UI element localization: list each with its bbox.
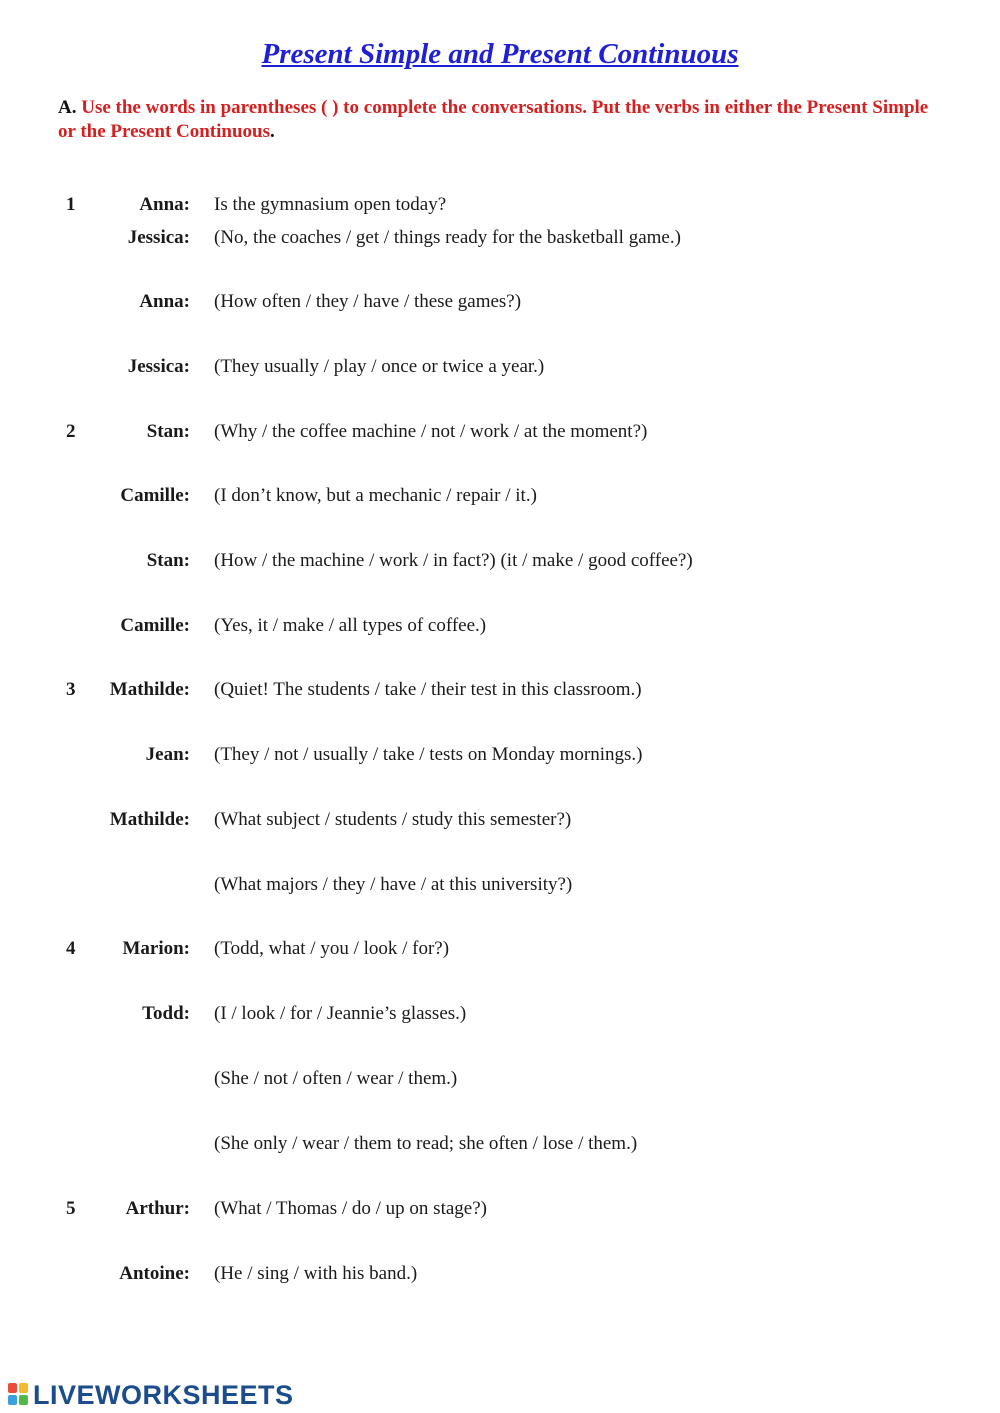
dialogue-row <box>0 224 1000 252</box>
dialogue-row <box>0 612 1000 640</box>
dialogue-row <box>0 806 1000 834</box>
dialogue-text: (They / not / usually / take / tests on Monday mornings.) <box>214 744 643 765</box>
speaker-label: Anna: <box>139 291 190 312</box>
instruction-label: A. <box>58 97 77 118</box>
dialogue-text: (They usually / play / once or twice a year.) <box>214 356 545 377</box>
dialogue-text: (What subject / students / study this semester?) <box>214 809 572 830</box>
speaker-label: Camille: <box>120 485 190 506</box>
dialogue-row <box>0 676 1000 704</box>
speaker-label: Marion: <box>122 938 190 959</box>
dialogue-text: (He / sing / with his band.) <box>214 1263 418 1284</box>
speaker-label: Todd: <box>142 1003 190 1024</box>
liveworksheets-footer[interactable] <box>8 1380 294 1410</box>
speaker-label: Mathilde: <box>109 809 190 830</box>
dialogue-text: (What majors / they / have / at this university?) <box>214 874 573 895</box>
dialogue-row <box>0 353 1000 381</box>
dialogue-text: Is the gymnasium open today? <box>214 194 447 215</box>
brand-name: LIVEWORKSHEETS <box>33 1379 294 1410</box>
speaker-label: Jessica: <box>127 227 190 248</box>
speaker-label: Jessica: <box>127 356 190 377</box>
liveworksheets-logo-icon <box>8 1383 30 1407</box>
speaker-label: Antoine: <box>119 1263 190 1284</box>
dialogue-text: (Quiet! The students / take / their test in this classroom.) <box>214 679 642 700</box>
speaker-label: Stan: <box>146 421 190 442</box>
exercise-number: 1 <box>66 194 76 215</box>
speaker-label: Stan: <box>146 550 190 571</box>
exercise-number: 3 <box>66 679 76 700</box>
dialogue-row <box>0 1260 1000 1288</box>
exercise-number: 4 <box>66 938 76 959</box>
dialogue-row <box>0 191 1000 219</box>
dialogue-row <box>0 1130 1000 1158</box>
dialogue-text: (Todd, what / you / look / for?) <box>214 938 450 959</box>
dialogue-text: (What / Thomas / do / up on stage?) <box>214 1198 487 1219</box>
speaker-label: Arthur: <box>125 1198 190 1219</box>
speaker-label: Camille: <box>120 615 190 636</box>
exercise-number: 2 <box>66 421 76 442</box>
dialogue-row <box>0 1000 1000 1028</box>
dialogue-row <box>0 1065 1000 1093</box>
dialogue-row <box>0 547 1000 575</box>
dialogue-text: (She / not / often / wear / them.) <box>214 1068 458 1089</box>
dialogue-row <box>0 871 1000 899</box>
speaker-label: Jean: <box>145 744 190 765</box>
dialogue-text: (No, the coaches / get / things ready for the basketball game.) <box>214 227 681 248</box>
dialogue-text: (I / look / for / Jeannie’s glasses.) <box>214 1003 467 1024</box>
dialogue-row <box>0 1195 1000 1223</box>
speaker-label: Anna: <box>139 194 190 215</box>
dialogue-text: (Why / the coffee machine / not / work / at the moment?) <box>214 421 648 442</box>
speaker-label: Mathilde: <box>109 679 190 700</box>
exercise-number: 5 <box>66 1198 76 1219</box>
page-title: Present Simple and Present Continuous <box>261 38 739 70</box>
instruction-text: Use the words in parentheses ( ) to complete the conversations. Put the verbs in either the Present Simple or the Present Continuous <box>58 97 929 142</box>
dialogue-text: (Yes, it / make / all types of coffee.) <box>214 615 487 636</box>
dialogue-row <box>0 418 1000 446</box>
dialogue-text: (How often / they / have / these games?) <box>214 291 522 312</box>
dialogue-row <box>0 288 1000 316</box>
dialogue-row <box>0 935 1000 963</box>
dialogue-row <box>0 741 1000 769</box>
instructions <box>58 96 938 144</box>
dialogue-text: (I don’t know, but a mechanic / repair / it.) <box>214 485 537 506</box>
instruction-end: . <box>270 121 275 142</box>
dialogue-row <box>0 482 1000 510</box>
dialogue-text: (She only / wear / them to read; she often / lose / them.) <box>214 1133 638 1154</box>
dialogue-text: (How / the machine / work / in fact?) (it / make / good coffee?) <box>214 550 693 571</box>
